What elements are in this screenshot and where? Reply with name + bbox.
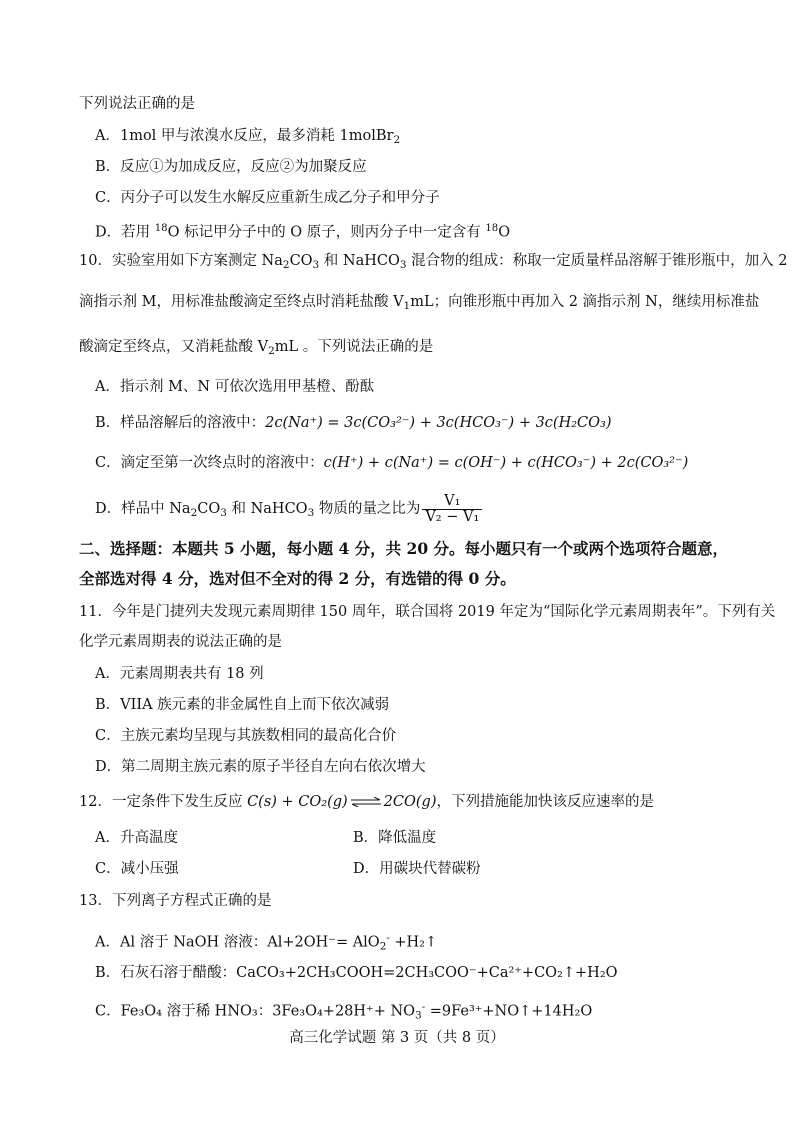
q11-option-d: D．第二周期主族元素的原子半径自左向右依次增大 (95, 759, 426, 775)
q10-stem-line-1: 10．实验室用如下方案测定 $Na_2CO_3$ 和 NaHCO$_3$ 混合物的组成：称取一定质量样品溶解于锥形瓶中，加入 2 (79, 253, 788, 271)
q9-option-a: A．1mol 甲与浓溴水反应，最多消耗 1molBr$_2$ (95, 128, 401, 146)
q10-option-a: A．指示剂 M、N 可依次选用甲基橙、酚酞 (95, 379, 375, 395)
q12-option-d: D．用碳块代替碳粉 (353, 861, 481, 877)
section-2-heading-line-1: 二、选择题：本题共 5 小题，每小题 4 分，共 20 分。每小题只有一个或两个选项符合题意， (79, 539, 729, 558)
q13-option-c: C．Fe₃O₄ 溶于稀 HNO₃：$3Fe_3O_4+28H^++ NO_3^-$ =9Fe³⁺+NO↑+14H₂O (95, 1002, 593, 1022)
ratio-fraction: $\frac{\text{V₁}}{\text{V₂ − V₁}}$ (422, 494, 482, 525)
q10-option-c: C．滴定至第一次终点时的溶液中：c(H⁺) + c(Na⁺) = c(OH⁻) + c(HCO₃⁻) + 2c(CO₃²⁻) (95, 455, 689, 471)
q10-stem-line-3: 酸滴定至终点，又消耗盐酸 $V_2mL$ 。下列说法正确的是 (79, 339, 434, 357)
section-2-heading-line-2: 全部选对得 4 分，选对但不全对的得 2 分，有选错的得 0 分。 (79, 569, 516, 588)
q13-option-b: B．石灰石溶于醋酸：CaCO₃+2CH₃COOH=2CH₃COO⁻+Ca²⁺+CO₂↑+H₂O (95, 965, 618, 981)
equilibrium-arrow-icon (350, 797, 382, 807)
q13-option-a: A．Al 溶于 NaOH 溶液：Al+2OH⁻= AlO$_2$- +H₂↑ (95, 933, 438, 953)
q9-option-c: C．丙分子可以发生水解反应重新生成乙分子和甲分子 (95, 190, 440, 206)
q12-option-a: A．升高温度 (95, 830, 178, 846)
q11-stem-line-1: 11．今年是门捷列夫发现元素周期律 150 周年，联合国将 2019 年定为“国际化学元素周期表年”。下列有关 (79, 604, 776, 620)
q11-stem-line-2: 化学元素周期表的说法正确的是 (79, 634, 282, 650)
q9-option-b: B．反应①为加成反应，反应②为加聚反应 (95, 159, 367, 175)
q10-stem-line-2: 滴指示剂 M，用标准盐酸滴定至终点时消耗盐酸 $V_1mL$；向锥形瓶中再加入 2 滴指示剂 N，继续用标准盐 (79, 294, 760, 312)
q10-option-b: B．样品溶解后的溶液中：2c(Na⁺) = 3c(CO₃²⁻) + 3c(HCO₃⁻) + 3c(H₂CO₃) (95, 415, 612, 431)
q11-option-c: C．主族元素均呈现与其族数相同的最高化合价 (95, 728, 397, 744)
q12-option-b: B．降低温度 (353, 830, 437, 846)
q11-option-b: B．VIIA 族元素的非金属性自上而下依次减弱 (95, 697, 390, 713)
q10-option-d: D．样品中 $Na_2CO_3$ 和 NaHCO$_3$ 物质的量之比为 $\frac{\text{V₁}}{\text{V₂ − V₁}}$ (95, 492, 482, 530)
q12-stem: 12．一定条件下发生反应 C(s) + CO₂(g) 2CO(g)，下列措施能加快该反应速率的是 (79, 794, 654, 810)
q12-option-c: C．减小压强 (95, 861, 179, 877)
q9-option-d: D．若用 $^{18}$O 标记甲分子中的 O 原子，则丙分子中一定含有 $^{18}$O (95, 223, 511, 241)
q11-option-a: A．元素周期表共有 18 列 (95, 666, 264, 682)
page-footer: 高三化学试题 第 3 页（共 8 页） (289, 1030, 505, 1046)
q10-c-equation: c(H⁺) + c(Na⁺) = c(OH⁻) + c(HCO₃⁻) + 2c(CO₃²⁻) (323, 455, 689, 471)
q9-stem: 下列说法正确的是 (79, 96, 195, 112)
q10-b-equation: 2c(Na⁺) = 3c(CO₃²⁻) + 3c(HCO₃⁻) + 3c(H₂CO₃) (265, 415, 612, 431)
q13-stem: 13．下列离子方程式正确的是 (79, 893, 272, 909)
